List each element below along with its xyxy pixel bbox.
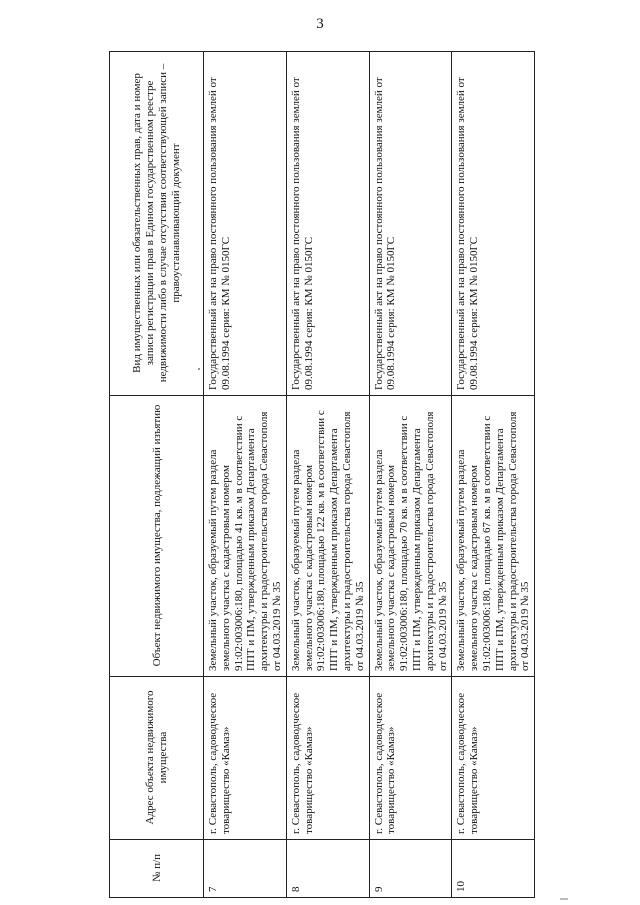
cell-num: 10 xyxy=(452,840,535,898)
document-table-container xyxy=(109,52,532,898)
cell-rights: Государственный акт на право постоянного пользования землей от 09.08.1994 серия: КМ № 0150ГС xyxy=(452,52,535,396)
cell-address: г. Севастополь, садоводческое товарищество «Камаз» xyxy=(452,677,535,840)
header-num: № п/п xyxy=(110,840,204,898)
expropriation-table xyxy=(109,51,535,898)
table-row xyxy=(286,52,369,898)
table-header-row xyxy=(110,52,204,898)
cell-num: 7 xyxy=(204,840,287,898)
table-row xyxy=(369,52,452,898)
scan-speck xyxy=(560,898,568,900)
cell-object: Земельный участок, образуемый путем раздела земельного участка с кадастровым номером 91:02:003006:180, площадью 70 кв. м в соответствии с ППТ и ПМ, утвержденным приказом Департамента архитектуры и градостроительства города Севастополя от 04.03.2019 № 35 xyxy=(369,396,452,677)
cell-object: Земельный участок, образуемый путем раздела земельного участка с кадастровым номером 91:02:003006:180, площадью 122 кв. м в соответствии с ППТ и ПМ, утвержденным приказом Департамента архитектуры и градостроительства города Севастополя от 04.03.2019 № 35 xyxy=(286,396,369,677)
cell-num: 8 xyxy=(286,840,369,898)
cell-rights: Государственный акт на право постоянного пользования землей от 09.08.1994 серия: КМ № 0150ГС xyxy=(369,52,452,396)
cell-address: г. Севастополь, садоводческое товарищество «Камаз» xyxy=(286,677,369,840)
cell-address: г. Севастополь, садоводческое товарищество «Камаз» xyxy=(204,677,287,840)
scan-speck xyxy=(198,368,200,370)
cell-rights: Государственный акт на право постоянного пользования землей от 09.08.1994 серия: КМ № 0150ГС xyxy=(204,52,287,396)
header-object: Объект недвижимого имущества, подлежащий изъятию xyxy=(110,396,204,677)
rotated-table xyxy=(109,52,532,898)
page-number: 3 xyxy=(316,16,324,32)
cell-num: 9 xyxy=(369,840,452,898)
cell-object: Земельный участок, образуемый путем раздела земельного участка с кадастровым номером 91:02:003006:180, площадью 41 кв. м в соответствии с ППТ и ПМ, утвержденным приказом Департамента архитектуры и градостроительства города Севастополя от 04.03.2019 № 35 xyxy=(204,396,287,677)
table-row xyxy=(452,52,535,898)
table-row xyxy=(204,52,287,898)
cell-rights: Государственный акт на право постоянного пользования землей от 09.08.1994 серия: КМ № 0150ГС xyxy=(286,52,369,396)
cell-object: Земельный участок, образуемый путем раздела земельного участка с кадастровым номером 91:02:003006:180, площадью 67 кв. м в соответствии с ППТ и ПМ, утвержденным приказом Департамента архитектуры и градостроительства города Севастополя от 04.03.2019 № 35 xyxy=(452,396,535,677)
cell-address: г. Севастополь, садоводческое товарищество «Камаз» xyxy=(369,677,452,840)
header-rights: Вид имущественных или обязательственных прав, дата и номер записи регистрации прав в Едином государственном реестре недвижимости либо в случае отсутствия соответствующей записи – правоустанавливающий документ xyxy=(110,52,204,396)
header-address: Адрес объекта недвижимого имущества xyxy=(110,677,204,840)
